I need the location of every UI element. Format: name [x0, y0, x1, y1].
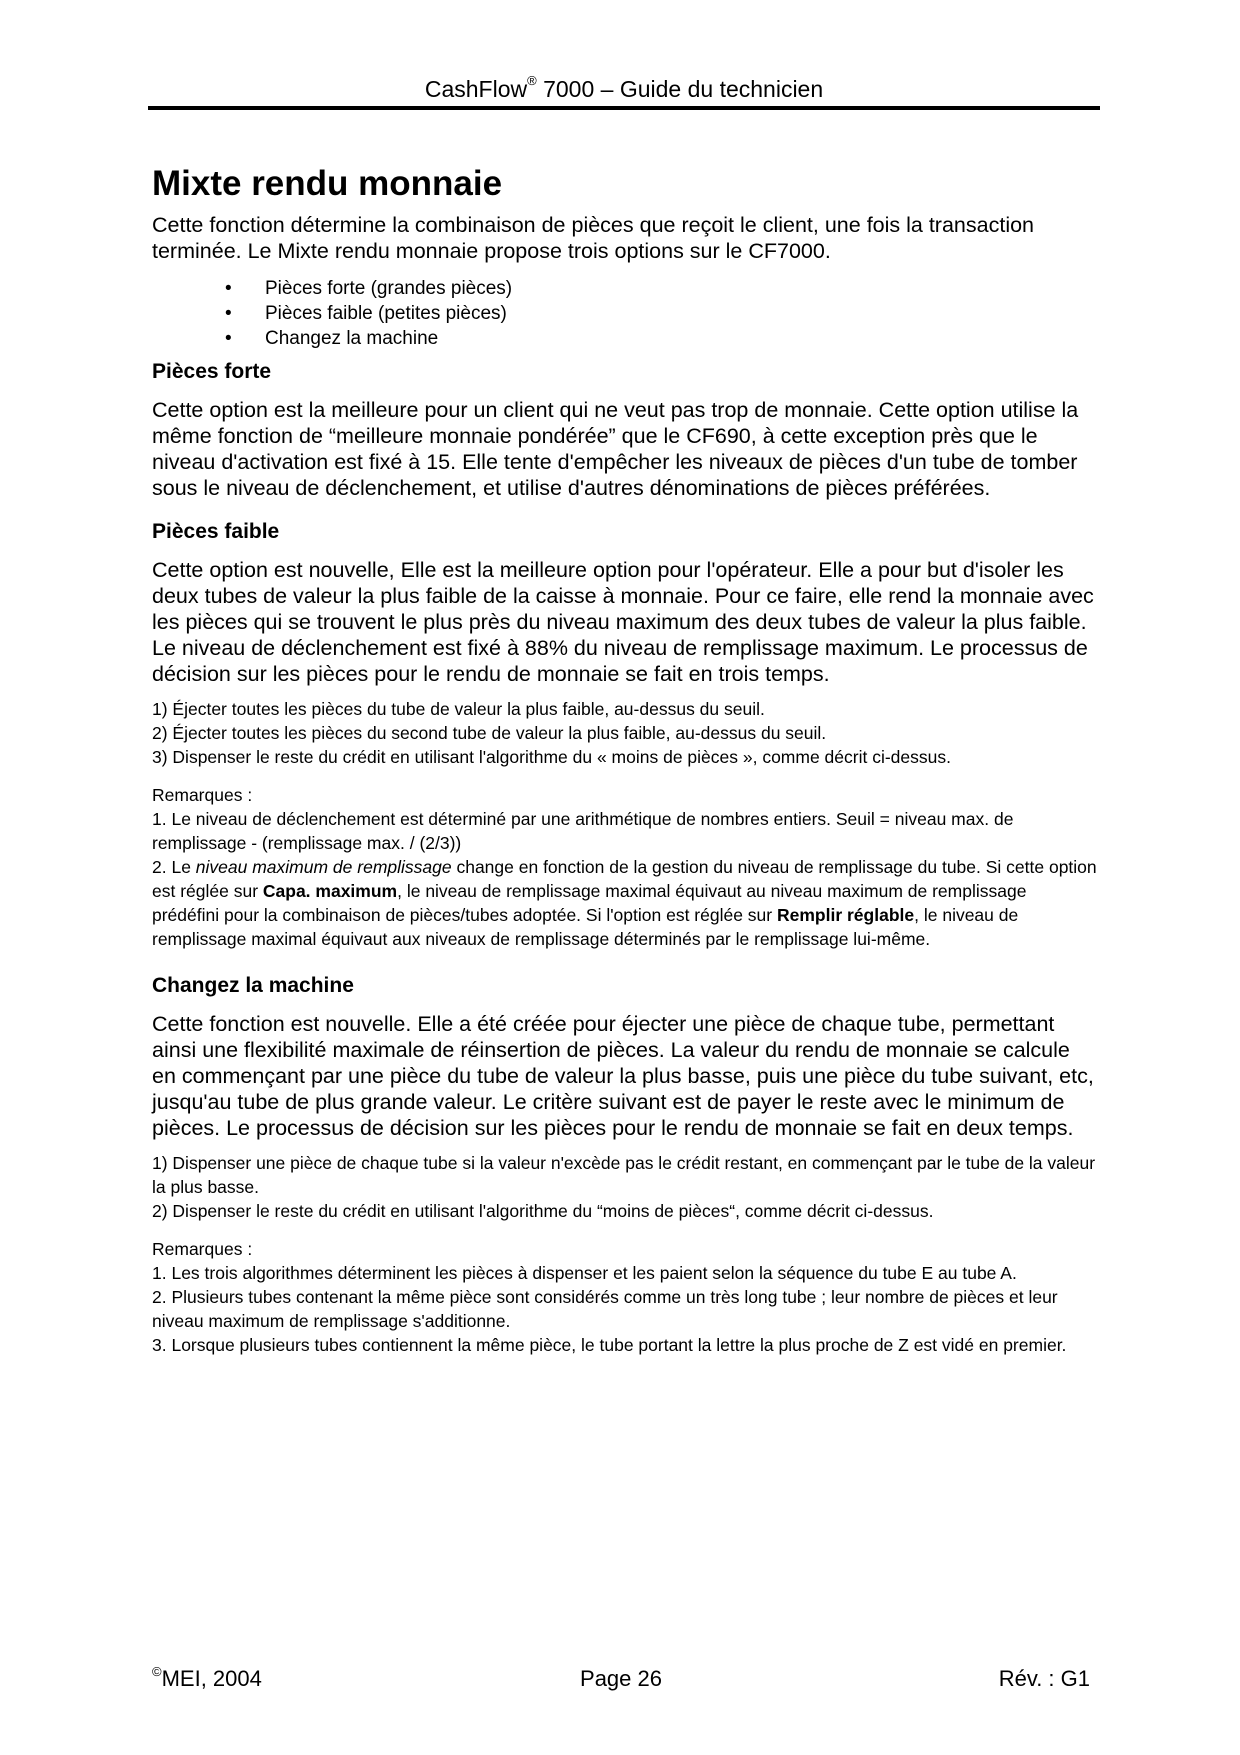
remark-text: change en fonction de la gestion du niveau de remplissage du tube. Si cette option est réglée sur [152, 857, 1097, 901]
list-item-label: Changez la machine [265, 328, 439, 349]
header-title: 7000 – Guide du technicien [536, 76, 824, 102]
bullet-icon: • [225, 278, 232, 299]
revision: Rév. : G1 [998, 1666, 1090, 1691]
running-header [148, 74, 1100, 104]
step-item: 1) Éjecter toutes les pièces du tube de valeur la plus faible, au-dessus du seuil. [152, 699, 765, 719]
list-item [152, 326, 1098, 351]
remark-item [152, 855, 1098, 951]
remark-bold-term: Capa. maximum [262, 881, 398, 901]
copyright-text: MEI, 2004 [161, 1666, 262, 1691]
header-brand: CashFlow [424, 76, 528, 102]
step-item: 2) Dispenser le reste du crédit en utilisant l'algorithme du “moins de pièces“, comme décrit ci-dessus. [152, 1201, 934, 1221]
pieces-forte-paragraph: Cette option est la meilleure pour un client qui ne veut pas trop de monnaie. Cette option utilise la même fonction de “meilleure monnaie pondérée” que le CF690, à cette exception près que le niveau d'activation est fixé à 15. Elle tente d'empêcher les niveaux de pièces d'un tube de tomber sous le niveau de déclenchement, et utilise d'autres dénominations de pièces préférées. [152, 398, 1079, 500]
page-number: Page 26 [580, 1666, 662, 1691]
trademark-symbol: ® [527, 73, 537, 88]
list-item [152, 301, 1098, 326]
section-title: Mixte rendu monnaie [152, 164, 503, 203]
remark-bold-term: Remplir réglable [776, 905, 915, 925]
remark-item: 1. Les trois algorithmes déterminent les pièces à dispenser et les paient selon la séquence du tube E au tube A. [152, 1263, 1017, 1283]
remark-text: 2. Le [152, 857, 196, 877]
copyright-symbol: © [152, 1664, 162, 1679]
heading-pieces-forte: Pièces forte [152, 360, 272, 383]
pieces-faible-paragraph: Cette option est nouvelle, Elle est la meilleure option pour l'opérateur. Elle a pour but d'isoler les deux tubes de valeur la plus faible de la caisse à monnaie. Pour ce faire, elle rend la monnaie avec les pièces qui se trouvent le plus près du niveau maximum des deux tubes de valeur la plus faible. Le niveau de déclenchement est fixé à 88% du niveau de remplissage maximum. Le processus de décision sur les pièces pour le rendu de monnaie se fait en trois temps. [152, 558, 1094, 686]
remark-item: 2. Plusieurs tubes contenant la même pièce sont considérés comme un très long tube ; leur nombre de pièces et leur niveau maximum de remplissage s'additionne. [152, 1287, 1058, 1331]
remarks-label: Remarques : [152, 785, 253, 805]
page-content [152, 162, 1098, 1357]
options-list [152, 276, 1098, 351]
remark-italic-term: niveau maximum de remplissage [195, 857, 452, 877]
changez-remarks [152, 1237, 1098, 1357]
changez-paragraph: Cette fonction est nouvelle. Elle a été créée pour éjecter une pièce de chaque tube, permettant ainsi une flexibilité maximale de réinsertion de pièces. La valeur du rendu de monnaie se calcule en commençant par une pièce du tube de valeur la plus basse, puis une pièce du tube suivant, etc, jusqu'au tube de plus grande valeur. Le critère suivant est de payer le reste avec le minimum de pièces. Le processus de décision sur les pièces pour le rendu de monnaie se fait en deux temps. [152, 1012, 1094, 1140]
heading-changez-la-machine: Changez la machine [152, 974, 354, 997]
header-rule [148, 106, 1100, 110]
intro-paragraph: Cette fonction détermine la combinaison de pièces que reçoit le client, une fois la transaction terminée. Le Mixte rendu monnaie propose trois options sur le CF7000. [152, 213, 1035, 263]
step-item: 3) Dispenser le reste du crédit en utilisant l'algorithme du « moins de pièces », comme décrit ci-dessus. [152, 747, 951, 767]
step-item: 2) Éjecter toutes les pièces du second tube de valeur la plus faible, au-dessus du seuil. [152, 723, 827, 743]
pieces-faible-remarks [152, 783, 1098, 951]
changez-steps [152, 1151, 1098, 1223]
remark-item: 3. Lorsque plusieurs tubes contiennent la même pièce, le tube portant la lettre la plus proche de Z est vidé en premier. [152, 1335, 1067, 1355]
list-item-label: Pièces faible (petites pièces) [265, 303, 507, 324]
pieces-faible-steps [152, 697, 1098, 769]
heading-pieces-faible: Pièces faible [152, 520, 280, 543]
list-item-label: Pièces forte (grandes pièces) [265, 278, 513, 299]
remark-text: , le niveau de remplissage maximal équivaut au niveau maximum de remplissage prédéfini pour la combinaison de pièces/tubes adoptée. Si l'option est réglée sur [152, 881, 1027, 925]
bullet-icon: • [225, 303, 232, 324]
bullet-icon: • [225, 328, 232, 349]
remark-text: , le niveau de remplissage maximal équivaut aux niveaux de remplissage déterminés par le remplissage lui-même. [152, 905, 1019, 949]
step-item: 1) Dispenser une pièce de chaque tube si la valeur n'excède pas le crédit restant, en commençant par le tube de la valeur la plus basse. [152, 1153, 1096, 1197]
remark-item: 1. Le niveau de déclenchement est déterminé par une arithmétique de nombres entiers. Seuil = niveau max. de remplissage - (remplissage max. / (2/3)) [152, 809, 1014, 853]
list-item [152, 276, 1098, 301]
remarks-label: Remarques : [152, 1239, 253, 1259]
